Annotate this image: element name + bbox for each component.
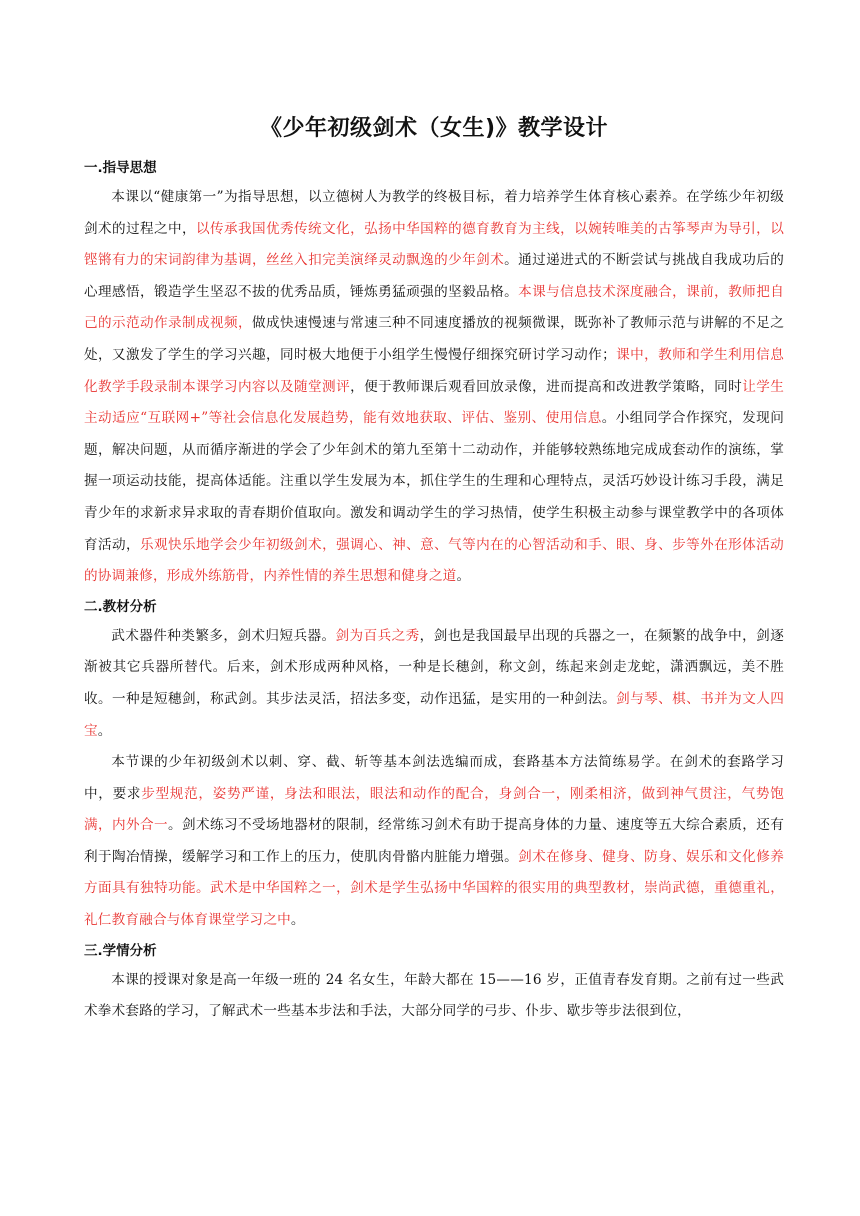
text-run: 。 bbox=[290, 912, 305, 929]
section-heading: 一.指导思想 bbox=[84, 160, 157, 176]
paragraph bbox=[84, 965, 784, 1028]
text-run: 本课以“健康第一”为指导思想，以立德树人为教学的终极目标，着力培养学生体育核心素养。在学练少年初级剑术的过程之中， bbox=[84, 189, 784, 237]
text-run: 。剑术练习不受场地器材的限制，经常练习剑术有助于提高身体的力量、速度等五大综合素质，还有利于陶冶情操，缓解学习和工作上的压力，使肌肉骨骼内脏能力增强。 bbox=[84, 817, 785, 865]
text-run: 。 bbox=[97, 722, 112, 739]
text-run: 做成快速慢速与常速三种不同速度播放的视频微课，既弥补了教师示范与讲解的不足之处，又激发了学生的学习兴趣，同时极大地便于小组学生慢慢仔细探究研讨学习动作； bbox=[84, 315, 784, 363]
document-title: 《少年初级剑术（女生)》教学设计 bbox=[259, 116, 609, 141]
highlighted-text-run: 让学生主动适应“互联网+”等社会信息化发展趋势，能有效地获取、评估、鉴别、使用信息 bbox=[84, 378, 784, 427]
text-run: 。通过递进式的不断尝试与挑战自我成功后的心理感悟，锻造学生坚忍不拔的优秀品质，锤炼勇猛顽强的坚毅品格。 bbox=[84, 252, 784, 300]
text-run: 武术器件种类繁多，剑术归短兵器。 bbox=[111, 627, 336, 644]
highlighted-text-run: 以传承我国优秀传统文化，弘扬中华国粹的德育教育为主线，以婉转唯美的古筝琴声为导引，以铿锵有力的宋词韵律为基调，丝丝入扣完美演绎灵动飘逸的少年剑术 bbox=[84, 220, 784, 269]
section-textbook-analysis bbox=[84, 595, 784, 937]
text-run: 。小组同学合作探究，发现问题，解决问题，从而循序渐进的学会了少年剑术的第九至第十二动动作，并能够较熟练地完成成套动作的演练，掌握一项运动技能，提高体适能。注重以学生发展为本，抓住学生的生理和心理特点，灵活巧妙设计练习手段，满足青少年的求新求异求取的青春期价值取向。激发和调动学生的学习热情，使学生积极主动参与课堂教学中的各项体育活动， bbox=[84, 410, 784, 553]
text-run: 本节课的少年初级剑术以刺、穿、截、斩等基本剑法选编而成，套路基本方法简练易学。在剑术的套路学习中，要求 bbox=[84, 754, 784, 802]
highlighted-text-run: 剑为百兵之秀 bbox=[335, 627, 420, 644]
section-heading: 二.教材分析 bbox=[84, 598, 157, 615]
highlighted-text-run: 剑术在修身、健身、防身、娱乐和文化修养方面具有独特功能。武术是中华国粹之一，剑术是学生弘扬中华国粹的很实用的典型教材，崇尚武德，重德重礼，礼仁教育融合与体育课堂学习之中 bbox=[84, 848, 784, 929]
text-run: 本课的授课对象是高一年级一班的 24 名女生，年龄大都在 15——16 岁，正值青春发育期。之前有过一些武术拳术套路的学习，了解武术一些基本步法和手法，大部分同学的弓步、仆步、歇步等步法很到位， bbox=[84, 971, 784, 1020]
section-student-analysis bbox=[84, 939, 784, 1028]
highlighted-text-run: 课中，教师和学生利用信息化教学手段录制本课学习内容以及随堂测评 bbox=[84, 346, 784, 395]
text-run: 。 bbox=[456, 568, 471, 585]
section-heading: 三.学情分析 bbox=[84, 942, 157, 959]
highlighted-text-run: 乐观快乐地学会少年初级剑术，强调心、神、意、气等内在的心智活动和手、眼、身、步等外在形体活动的协调兼修，形成外练筋骨，内养性情的养生思想和健身之道 bbox=[84, 536, 784, 585]
highlighted-text-run: 剑与琴、棋、书并为文人四宝 bbox=[84, 690, 784, 739]
highlighted-text-run: 本课与信息技术深度融合，课前，教师把自己的示范动作录制成视频， bbox=[84, 283, 784, 332]
paragraph bbox=[84, 747, 784, 937]
paragraph bbox=[84, 621, 784, 747]
text-run: ，便于教师课后观看回放录像，进而提高和改进教学策略，同时 bbox=[350, 378, 743, 395]
section-guiding-ideology bbox=[84, 156, 784, 593]
text-run: ，剑也是我国最早出现的兵器之一，在频繁的战争中，剑逐渐被其它兵器所替代。后来，剑术形成两种风格，一种是长穗剑，称文剑，练起来剑走龙蛇，潇洒飘远，美不胜收。一种是短穗剑，称武剑。其步法灵活，招法多变，动作迅猛，是实用的一种剑法。 bbox=[84, 627, 785, 707]
paragraph bbox=[84, 182, 784, 593]
highlighted-text-run: 步型规范，姿势严谨，身法和眼法，眼法和动作的配合，身剑合一，刚柔相济，做到神气贯注，气势饱满，内外合一 bbox=[84, 785, 784, 834]
